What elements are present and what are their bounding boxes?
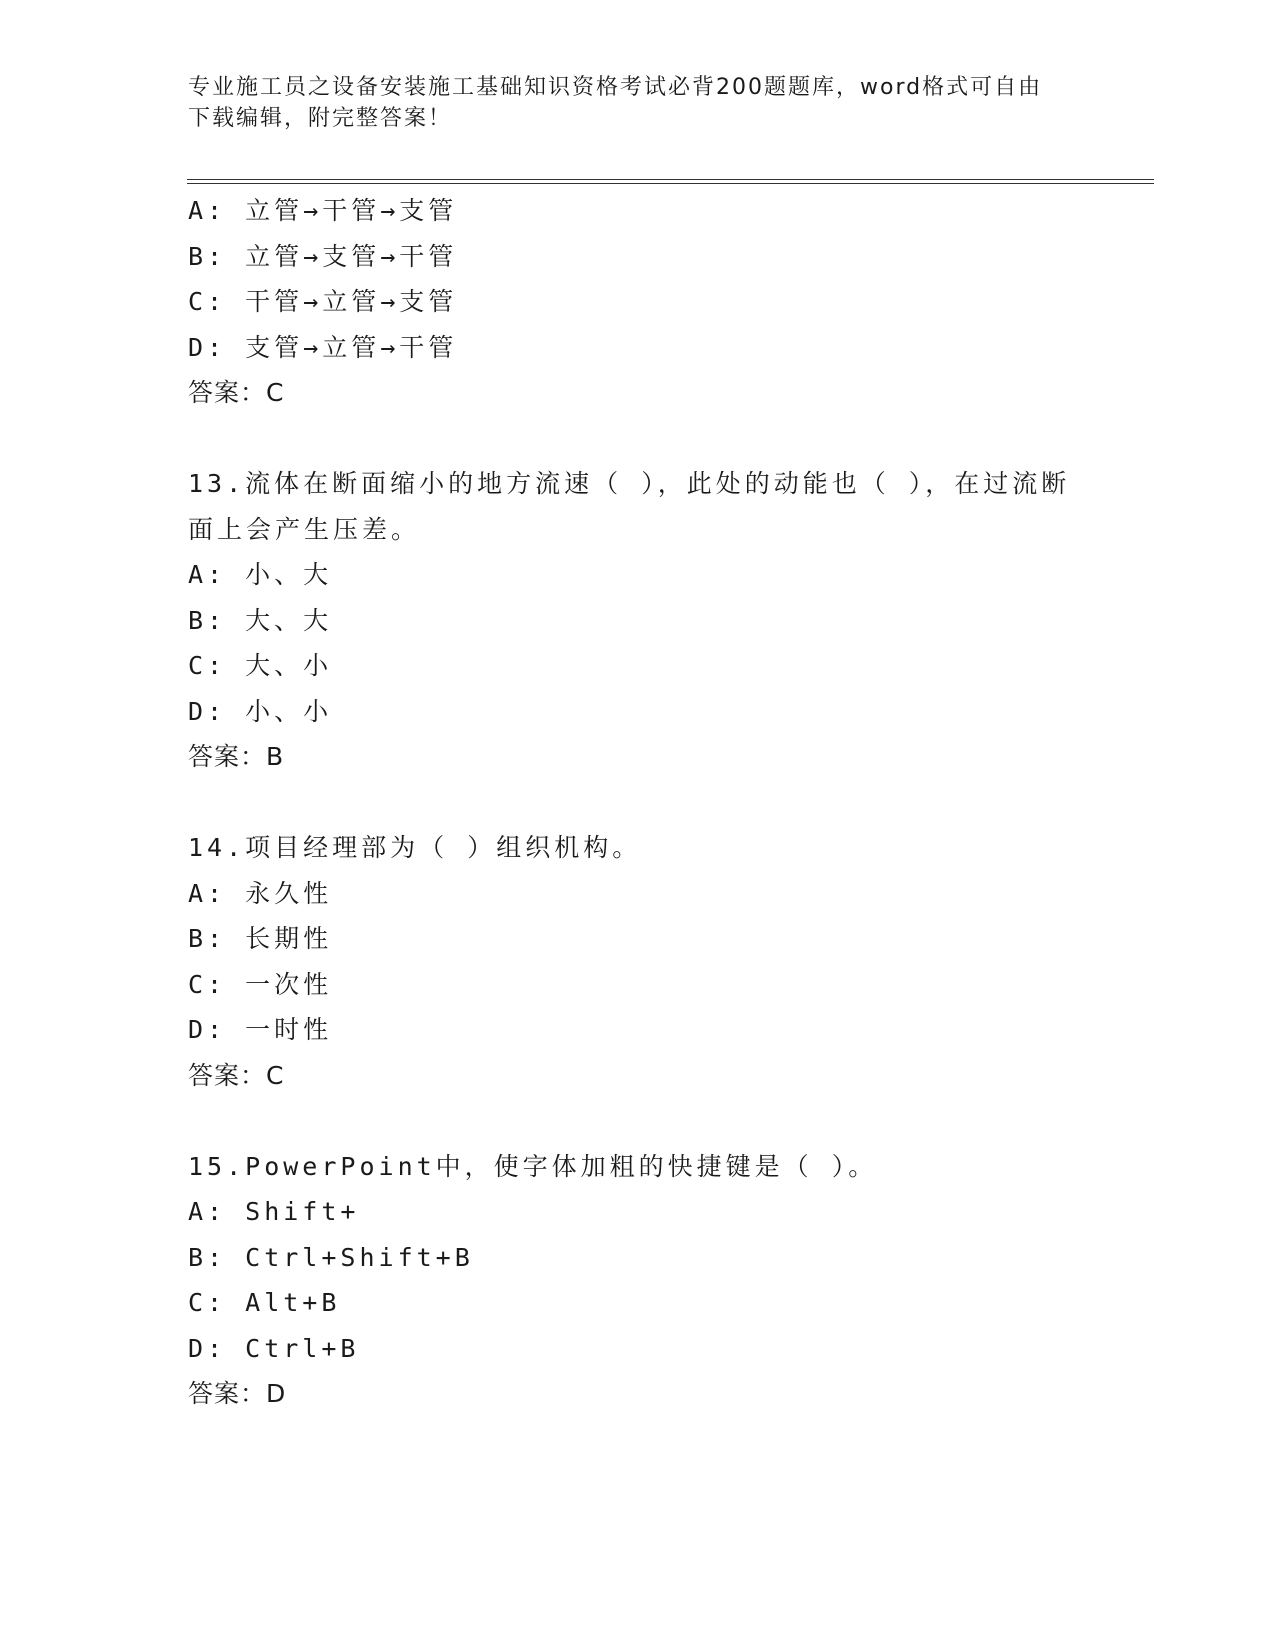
option-c: C: 大、小 [188,651,333,680]
option-d: D: 一时性 [188,1015,333,1044]
option-c: C: 一次性 [188,969,333,999]
header-line-1: 专业施工员之设备安装施工基础知识资格考试必背200题题库，word格式可自由 [188,75,1043,100]
spacer [188,780,1088,826]
option-b: B: Ctrl+Shift+B [188,1242,474,1272]
option-a: A: 永久性 [188,878,333,908]
document-header [188,72,1088,134]
option-d: D: 支管→立管→干管 [188,332,458,362]
question-15 [188,1144,1088,1417]
answer-label: 答案：C [188,378,285,407]
option-a: A: 小、大 [188,560,333,589]
answer-label: 答案：C [188,1060,285,1090]
option-d: D: 小、小 [188,696,333,726]
question-list [188,188,1088,1417]
option-b: B: 立管→支管→干管 [188,241,458,271]
spacer [188,1098,1088,1144]
question-12 [188,188,1088,416]
option-c: C: 干管→立管→支管 [188,287,458,316]
spacer [188,416,1088,462]
option-b: B: 大、大 [188,605,333,635]
header-divider-bottom [187,183,1154,184]
question-stem: 14.项目经理部为（ ）组织机构。 [188,833,642,862]
question-14 [188,825,1088,1098]
question-stem: 15.PowerPoint中，使字体加粗的快捷键是（ ）。 [188,1151,878,1181]
answer-label: 答案：B [188,742,285,771]
question-13 [188,461,1088,780]
option-c: C: Alt+B [188,1288,341,1317]
question-stem-continued: 面上会产生压差。 [188,514,421,544]
answer-label: 答案：D [188,1379,287,1408]
question-stem: 13.流体在断面缩小的地方流速（ ），此处的动能也（ ），在过流断 [188,469,1071,498]
option-a: A: Shift+ [188,1197,360,1226]
header-divider-top [187,179,1154,180]
option-a: A: 立管→干管→支管 [188,196,458,225]
option-d: D: Ctrl+B [188,1333,360,1363]
header-line-2: 下载编辑，附完整答案！ [188,106,453,131]
option-b: B: 长期性 [188,924,333,953]
